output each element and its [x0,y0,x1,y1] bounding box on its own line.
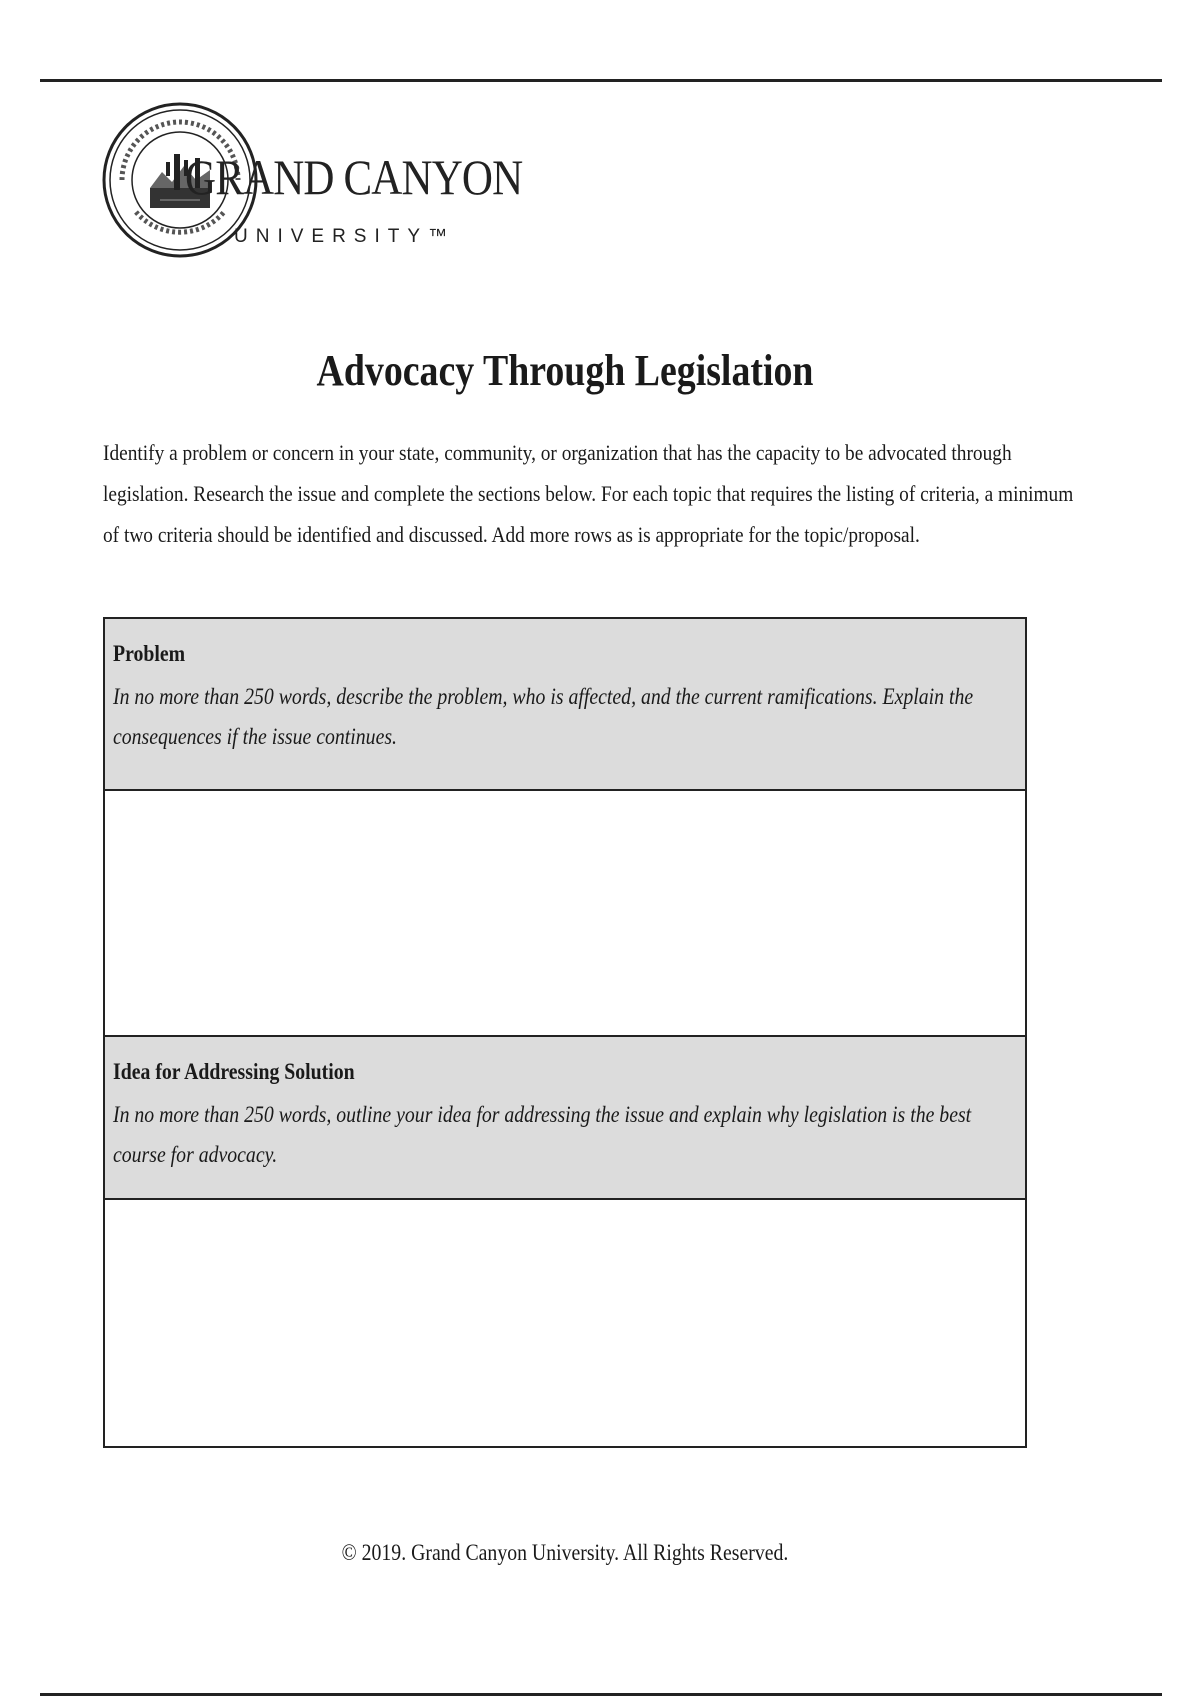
problem-header-cell [105,619,1025,791]
logo-wordmark: GRAND CANYON [185,149,523,205]
top-rule [40,79,1162,82]
solution-response-cell[interactable] [105,1200,1025,1446]
document-instructions: Identify a problem or concern in your state, community, or organization that has the capacity to be advocated through legislation. Research the issue and complete the sections below. For each topic that requires the listing of criteria, a minimum of two criteria should be identified and discussed. Add more rows as is appropriate for the topic/proposal. [103,440,1074,547]
document-title: Advocacy Through Legislation [316,346,814,395]
bottom-rule [40,1693,1162,1696]
problem-response-cell[interactable] [105,791,1025,1037]
logo-subtitle: UNIVERSITY™ [234,226,456,247]
solution-prompt: In no more than 250 words, outline your idea for addressing the issue and explain why legislation is the best course for advocacy. [113,1102,972,1167]
university-logo [100,100,523,260]
advocacy-form-table [103,617,1027,1448]
problem-label: Problem [113,641,186,666]
solution-header-cell [105,1037,1025,1200]
problem-prompt: In no more than 250 words, describe the problem, who is affected, and the current ramifications. Explain the consequences if the issue continues. [113,684,974,749]
copyright-footer: © 2019. Grand Canyon University. All Rights Reserved. [341,1540,789,1565]
solution-label: Idea for Addressing Solution [113,1059,355,1084]
